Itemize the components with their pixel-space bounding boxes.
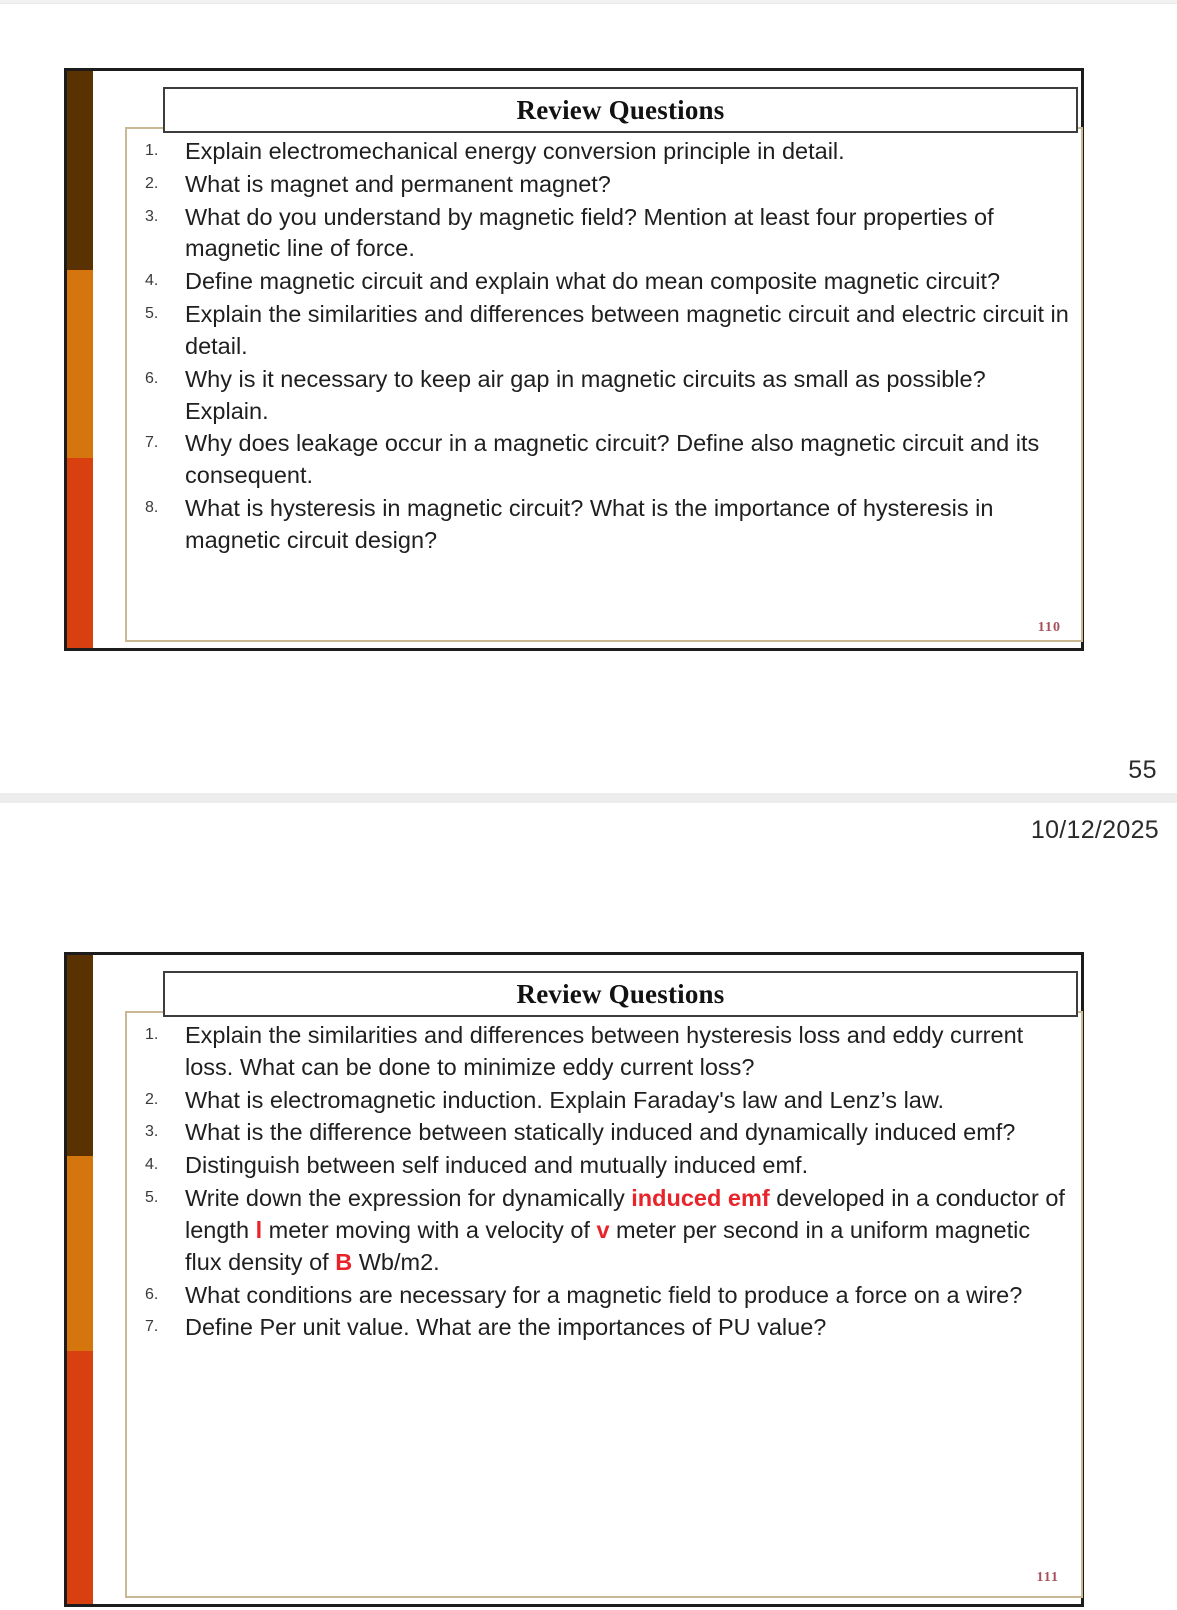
highlighted-term: induced emf: [631, 1185, 770, 1212]
question-text: meter moving with a velocity of: [262, 1216, 597, 1243]
slide-2-content-box: [125, 1011, 1083, 1598]
question-item: [183, 1150, 1071, 1182]
question-text: Explain the similarities and differences between hysteresis loss and eddy current loss. What can be done to minimize eddy current loss?: [185, 1022, 1024, 1080]
question-text: Why is it necessary to keep air gap in magnetic circuits as small as possible? Explain.: [185, 365, 986, 424]
deck-date: 10/12/2025: [1030, 816, 1159, 844]
question-item: [183, 493, 1071, 557]
accent-band-dark: [67, 955, 93, 1156]
accent-band-red: [67, 1351, 93, 1604]
slide-2-title: Review Questions: [516, 978, 725, 1009]
slide-2-question-list: [127, 1020, 1071, 1344]
slide-2: [64, 952, 1084, 1607]
question-text: Wb/m2.: [352, 1248, 440, 1275]
question-item: [183, 299, 1071, 363]
question-item: [183, 169, 1071, 201]
question-item: [183, 266, 1071, 298]
slide-2-page-number: 111: [1036, 1570, 1059, 1585]
question-text: Why does leakage occur in a magnetic circuit? Define also magnetic circuit and its consequent.: [185, 430, 1040, 489]
slide-2-body: [93, 955, 1081, 1604]
slide-1-body: [93, 71, 1081, 648]
deck-slide-number: 55: [1128, 756, 1157, 784]
question-text: Write down the expression for dynamically: [185, 1185, 632, 1212]
slide-2-title-box: [163, 971, 1078, 1017]
accent-band-orange: [67, 1156, 93, 1351]
question-text: Explain electromechanical energy conversion principle in detail.: [185, 138, 845, 164]
accent-band-red: [67, 458, 93, 648]
question-item: [183, 1020, 1071, 1084]
question-text: What is electromagnetic induction. Explain Faraday's law and Lenz’s law.: [185, 1086, 945, 1113]
top-hairline: [0, 0, 1177, 4]
question-text: What is the difference between statically induced and dynamically induced emf?: [185, 1119, 1016, 1146]
question-item: [183, 364, 1071, 428]
question-item: [183, 1312, 1071, 1344]
question-item: [183, 1085, 1071, 1117]
slide-1-title: Review Questions: [516, 94, 725, 125]
question-item: [183, 1183, 1071, 1278]
question-text: meter per second in a uniform magnetic flux density of: [185, 1216, 1031, 1275]
question-item: [183, 202, 1071, 266]
question-item: [183, 1280, 1071, 1312]
page-separator-bar: [0, 793, 1177, 803]
highlighted-term: l: [255, 1216, 263, 1243]
accent-band-orange: [67, 270, 93, 458]
slide-1-title-box: [163, 87, 1078, 133]
slide-1-question-list: [127, 136, 1071, 557]
highlighted-term: B: [335, 1248, 353, 1275]
question-text: What do you understand by magnetic field? Mention at least four properties of magnetic line of force.: [185, 203, 994, 262]
question-item: [183, 428, 1071, 492]
accent-band-dark: [67, 71, 93, 270]
question-text: Explain the similarities and differences between magnetic circuit and electric circuit in detail.: [185, 301, 1069, 359]
question-item: [183, 136, 1071, 168]
slide-1-content-box: [125, 127, 1083, 642]
question-text: Define magnetic circuit and explain what do mean composite magnetic circuit?: [185, 268, 1001, 295]
question-text: What conditions are necessary for a magnetic field to produce a force on a wire?: [185, 1281, 1023, 1308]
question-text: What is magnet and permanent magnet?: [185, 170, 611, 197]
slide-1: [64, 68, 1084, 651]
question-text: developed in a conductor of length: [185, 1185, 1065, 1243]
question-item: [183, 1117, 1071, 1149]
question-text: What is hysteresis in magnetic circuit? What is the importance of hysteresis in magnetic circuit design?: [185, 495, 994, 553]
question-text: Define Per unit value. What are the importances of PU value?: [185, 1314, 827, 1341]
slide-1-accent-bands: [67, 71, 93, 648]
question-text: Distinguish between self induced and mutually induced emf.: [185, 1152, 809, 1179]
slide-1-page-number: 110: [1037, 620, 1061, 635]
highlighted-term: v: [596, 1216, 610, 1243]
slide-2-accent-bands: [67, 955, 93, 1604]
